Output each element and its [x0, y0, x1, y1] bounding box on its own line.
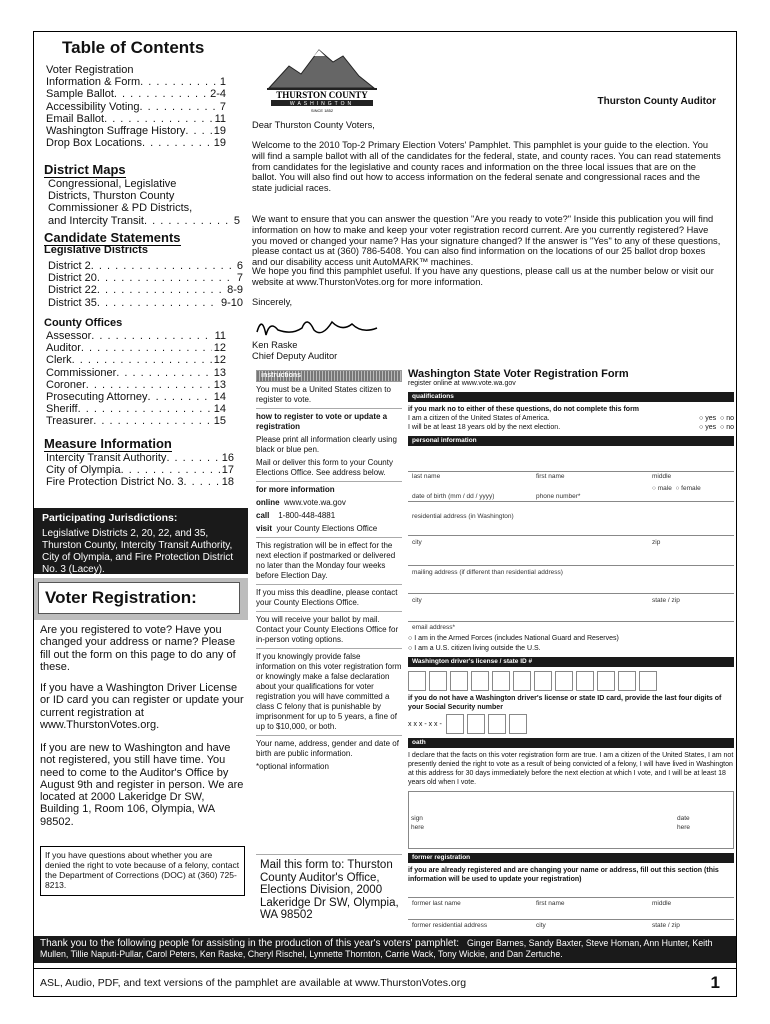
toc-item-page: 8-9 [227, 284, 243, 297]
toc-item-label: City of Olympia [46, 464, 121, 477]
toc-item-label: District 35 [48, 296, 97, 309]
toc-item [46, 101, 226, 113]
toc-item [46, 415, 226, 427]
signer-role: Chief Deputy Auditor [252, 351, 338, 361]
toc-item-label: District 2 [48, 260, 91, 272]
thurston-county-logo [259, 36, 384, 114]
toc-item [48, 272, 243, 284]
toc-item [46, 367, 226, 379]
former-address-labels: former residential address city state / zip [412, 922, 680, 929]
instr-ballot: You will receive your ballot by mail. Contact your County Elections Office for in-person voting options. [256, 615, 399, 644]
dob-phone-field[interactable]: date of birth (mm / dd / yyyy) phone number* [408, 494, 734, 502]
footer [34, 968, 736, 996]
county-list [46, 330, 226, 428]
toc-item-page: 6 [236, 260, 243, 272]
toc-item-label: District 20 [48, 272, 97, 285]
toc-leader [81, 342, 212, 354]
toc-item-label: Commissioner [46, 366, 117, 379]
letter-closing: Sincerely, [252, 297, 293, 307]
toc-item-page: 18 [221, 476, 234, 489]
toc-item-page: 2-4 [210, 88, 226, 101]
toc-item-page: 14 [213, 391, 226, 404]
toc-item [46, 88, 226, 100]
toc-leader [116, 367, 211, 379]
toc-item-label: Commissioner & PD Districts, [48, 202, 193, 215]
toc-item [46, 113, 226, 125]
gender-field[interactable]: ○ male ○ female [652, 485, 701, 492]
letter-paragraph-2: We want to ensure that you can answer the question "Are you ready to vote?" Inside this publication you will find information on how to make and keep your voter registration record current. Are you currently registered? Have you moved or changed your name? Has your signature changed? If the answer is "Yes" to any of these questions, please contact us at (360) 786-5408. You can also find information on the locations of our 25 ballot drop boxes and our disability access unit AutoMARK™ machines. [252, 214, 721, 268]
toc-leader [166, 452, 219, 464]
vr-paragraph-2: If you have a Washington Driver License or ID card you can register or update your current registration at www.ThurstonVotes.org. [40, 682, 244, 731]
toc-item [46, 76, 226, 88]
residential-field[interactable] [408, 522, 734, 536]
email-row[interactable]: email address* [412, 624, 455, 631]
instr-mail: Mail or deliver this form to your County Elections Office. See address below. [256, 458, 393, 477]
qualifications-bar: qualifications [408, 392, 734, 402]
toc-item-page: 13 [213, 366, 226, 379]
mail-city-row: city state / zip [412, 597, 680, 604]
toc-item [48, 297, 243, 309]
q-citizen: I am a citizen of the United States of America. [408, 415, 550, 422]
vr-paragraph-1: Are you registered to vote? Have you changed your address or name? Please fill out the form on this page to do any of these. [40, 624, 236, 673]
form-subtitle: register online at www.vote.wa.gov [408, 380, 516, 387]
measure-list [46, 452, 234, 489]
toc-item-label: Intercity Transit Authority [46, 452, 167, 464]
toc-item-page: 14 [213, 403, 226, 416]
q-citizen-options[interactable]: ○ yes ○ no [699, 415, 734, 422]
toc-item [46, 342, 226, 354]
toc-item-page: 11 [214, 330, 226, 342]
armed-forces-option[interactable]: ○ I am in the Armed Forces (includes National Guard and Reserves) [408, 635, 619, 642]
toc-item-label: Assessor [46, 330, 92, 342]
toc-leader [72, 354, 212, 366]
toc-item-label: Treasurer [46, 415, 94, 428]
instr-effect: This registration will be in effect for the next election if postmarked or delivered no later than the Monday four weeks before Election Day. [256, 541, 396, 580]
toc-item-page: 19 [213, 137, 226, 150]
toc-leader [91, 330, 212, 342]
instr-optional: *optional information [256, 762, 329, 771]
call-number: 1-800-448-4881 [278, 511, 336, 520]
toc-leader [148, 391, 212, 403]
toc-item-label: Congressional, Legislative [48, 178, 177, 190]
toc-item-page: 13 [213, 378, 226, 391]
voter-registration-tab [34, 578, 248, 620]
instr-deadline: If you miss this deadline, please contact your County Elections Office. [256, 588, 398, 607]
vr-paragraph-3: If you are new to Washington and have not registered, you still have time. You need to come to the Auditor's Office by August 9th and register in person. We are located at 2000 Lakeridge Dr SW, Building 1, Room 106, Olympia, WA 98502. [40, 742, 244, 828]
toc-leader [91, 260, 235, 272]
toc-item [46, 64, 226, 76]
toc-leader [114, 88, 208, 100]
toc-leader [97, 284, 225, 296]
toc-item-label: Fire Protection District No. 3 [46, 476, 184, 489]
thanks-names: Ginger Barnes, Sandy Baxter, Steve Homan, Ann Hunter, Keith Mullen, Tillie Naputi-Pullar, Carol Peters, Ken Raske, Cheryl Rischel, Lynnette Thornton, Carrie Wack, Tony Wickie, and Dan Zertuche. [40, 938, 713, 959]
logo-name: THURSTON COUNTY [276, 90, 368, 100]
thanks-banner [34, 936, 736, 963]
online-label: online [256, 498, 280, 507]
former-note: if you are already registered and are changing your name or address, fill out this section (this information will be used to update your registration) [408, 867, 719, 883]
instr-how-heading: how to register to vote or update a registration [256, 412, 388, 431]
toc-leader [121, 464, 220, 476]
name-field[interactable]: last name first name middle [408, 448, 734, 472]
instr-print: Please print all information clearly using black or blue pen. [256, 435, 397, 454]
letter-salutation: Dear Thurston County Voters, [252, 120, 375, 130]
toc-item [46, 452, 234, 464]
toc-leader [140, 101, 218, 113]
toc-item [46, 137, 226, 149]
toc-item-page: 19 [213, 125, 226, 138]
toc-item [46, 391, 226, 403]
toc-leader [140, 76, 218, 88]
participating-heading: Participating Jurisdictions: [42, 512, 178, 524]
abroad-option[interactable]: ○ I am a U.S. citizen living outside the U.S. [408, 645, 541, 652]
oath-text: I declare that the facts on this voter registration form are true. I am a citizen of the United States, I am not presently denied the right to vote as a result of being convicted of a felony, I will have lived in Washington at this address for 30 days immediately before the next election at which I vote, and I will be at least 18 years old when I vote. [408, 752, 734, 786]
toc-title: Table of Contents [62, 38, 205, 57]
toc-item-page: 7 [219, 100, 226, 113]
voter-registration-heading: Voter Registration: [38, 582, 240, 614]
toc-item-label: Districts, Thurston County [48, 190, 175, 203]
personal-info-bar: personal information [408, 436, 734, 446]
mailing-label-row: mailing address (if different than residential address) [412, 569, 563, 576]
toc-leader [142, 137, 212, 149]
instr-false-info: If you knowingly provide false information on this voter registration form or knowingly make a false declaration about your qualifications for voter registration you will have committed a class C felony that is punishable by imprisonment for up to 5 years, a fine of up to $10,000, or both. [256, 652, 402, 731]
toc-leader [78, 403, 212, 415]
instr-citizen: You must be a United States citizen to register to vote. [256, 385, 391, 404]
toc-item-page: 15 [213, 415, 226, 428]
instr-public: Your name, address, gender and date of birth are public information. [256, 739, 399, 758]
former-name-labels: former last name first name middle [412, 900, 672, 907]
res-city-field[interactable] [408, 550, 734, 566]
toc-item-label: Sample Ballot [46, 88, 114, 101]
toc-item-page: 11 [214, 112, 226, 125]
former-name-field[interactable] [408, 886, 734, 898]
letter-paragraph-1: Welcome to the 2010 Top-2 Primary Election Voters' Pamphlet. This pamphlet is your guide to the election. You will find a sample ballot with all of the candidates for the federal, state, and county races. You can read statements from candidates for the legislative and county races and information on the three local issues that are on the ballot. You will also find out how to access information on the federal senate and congressional races and the state judicial races. [252, 140, 721, 194]
participating-text: Legislative Districts 2, 20, 22, and 35, Thurston County, Intercity Transit Authority, City of Olympia, and Fire Protection District No. 3 (Lacey). [42, 528, 234, 575]
pamphlet-page [33, 31, 737, 997]
toc-leader [184, 476, 220, 488]
instructions-column [256, 370, 402, 924]
toc-item-label: Email Ballot [46, 112, 105, 125]
visit-text: your County Elections Office [276, 524, 378, 533]
toc-item-page: 16 [221, 452, 234, 464]
toc-leader [185, 125, 211, 137]
toc-item [46, 330, 226, 342]
toc-leader [144, 215, 232, 227]
wdl-boxes[interactable] [408, 671, 734, 691]
district-maps-list [48, 178, 240, 227]
q-age-options[interactable]: ○ yes ○ no [699, 424, 734, 431]
footer-text: ASL, Audio, PDF, and text versions of the pamphlet are available at www.ThurstonVotes.org [40, 977, 467, 989]
district-maps-heading: District Maps [44, 162, 126, 177]
oath-bar: oath [408, 738, 734, 748]
toc-item-label: Washington Suffrage History [46, 125, 186, 138]
mail-city-field[interactable] [408, 608, 734, 622]
toc-item [48, 202, 240, 214]
toc-item-label: Coroner [46, 378, 86, 391]
toc-list [46, 64, 226, 149]
toc-item [48, 215, 240, 227]
toc-item-label: Sheriff [46, 403, 78, 416]
mailing-field[interactable] [408, 580, 734, 594]
page-number: 1 [710, 973, 720, 992]
auditor-title: Thurston County Auditor [597, 96, 716, 107]
toc-item [46, 125, 226, 137]
legislative-list [48, 260, 243, 309]
toc-item-label: Clerk [46, 354, 72, 367]
toc-item-page: 9-10 [220, 296, 243, 309]
letter-paragraph-3: We hope you find this pamphlet useful. If you have any questions, please call us at the number below or visit our website at www.ThurstonVotes.org for more information. [252, 266, 714, 287]
toc-item [46, 403, 226, 415]
toc-item-page: 12 [213, 354, 226, 367]
toc-item-page: 5 [233, 214, 240, 227]
county-offices-heading: County Offices [44, 317, 123, 329]
toc-item [46, 464, 234, 476]
toc-item-label: and Intercity Transit [48, 214, 144, 227]
logo-sub: WASHINGTON [289, 101, 355, 107]
visit-label: visit [256, 524, 273, 533]
toc-item-page: 12 [213, 342, 226, 355]
candidate-statements-heading: Candidate Statements [44, 230, 181, 245]
toc-item [46, 476, 234, 488]
form-title: Washington State Voter Registration Form [408, 368, 629, 380]
toc-leader [97, 272, 235, 284]
toc-item [48, 190, 240, 202]
toc-item-label: Voter Registration [46, 64, 134, 76]
felony-info-box: If you have questions about whether you are denied the right to vote because of a felony, contact the Department of Corrections (DOC) at (360) 725-8213. [40, 846, 245, 896]
call-label: call [256, 511, 270, 520]
online-url[interactable]: www.vote.wa.gov [284, 498, 346, 507]
toc-item [48, 260, 243, 272]
toc-item-label: Information & Form [46, 76, 141, 89]
toc-item [48, 178, 240, 190]
toc-item [46, 379, 226, 391]
toc-item-label: Drop Box Locations [46, 137, 142, 150]
toc-item [48, 284, 243, 296]
toc-item-label: Prosecuting Attorney [46, 391, 148, 404]
q-age: I will be at least 18 years old by the next election. [408, 424, 561, 431]
instructions-bar: instructions [256, 370, 402, 382]
toc-item-label: District 22 [48, 284, 97, 297]
toc-leader [97, 297, 219, 309]
signature-field[interactable]: sign here date here [408, 791, 734, 849]
wdl-bar: Washington driver's license / state ID # [408, 657, 734, 667]
qual-note: if you mark no to either of these questions, do not complete this form [408, 406, 640, 413]
toc-leader [93, 415, 211, 427]
signature-icon [252, 310, 382, 342]
res-city-zip: city zip [412, 539, 661, 546]
former-bar: former registration [408, 853, 734, 863]
toc-item [46, 354, 226, 366]
residential-label-row: residential address (in Washington) [412, 513, 514, 520]
instr-more-heading: for more information [256, 485, 335, 494]
no-dl-note: if you do not have a Washington driver's license or state ID card, provide the last four digits of your Social Security number [408, 695, 722, 711]
toc-item-label: Accessibility Voting [46, 100, 140, 113]
thanks-lead: Thank you to the following people for assisting in the production of this year's voters' pamphlet: [40, 938, 460, 949]
toc-item-page: 7 [236, 272, 243, 285]
toc-leader [104, 113, 213, 125]
toc-item-page: 17 [221, 464, 234, 477]
mail-form-address: Mail this form to: Thurston County Auditor's Office, Elections Division, 2000 Lakeridge Dr SW, Olympia, WA 98502 [256, 854, 402, 924]
ssn-field[interactable]: x x x - x x - [408, 714, 734, 734]
logo-since: SINCE 1852 [310, 108, 334, 113]
registration-form [408, 368, 734, 929]
left-column [34, 32, 248, 907]
legislative-districts-heading: Legislative Districts [44, 244, 148, 256]
former-address-field[interactable] [408, 910, 734, 920]
toc-leader [86, 379, 212, 391]
signer-name: Ken Raske [252, 340, 298, 350]
toc-item-label: Auditor [46, 342, 81, 355]
measure-info-heading: Measure Information [44, 436, 172, 451]
mountain-logo-icon [259, 36, 384, 114]
toc-item-page: 1 [219, 76, 226, 89]
participating-jurisdictions [34, 508, 248, 574]
